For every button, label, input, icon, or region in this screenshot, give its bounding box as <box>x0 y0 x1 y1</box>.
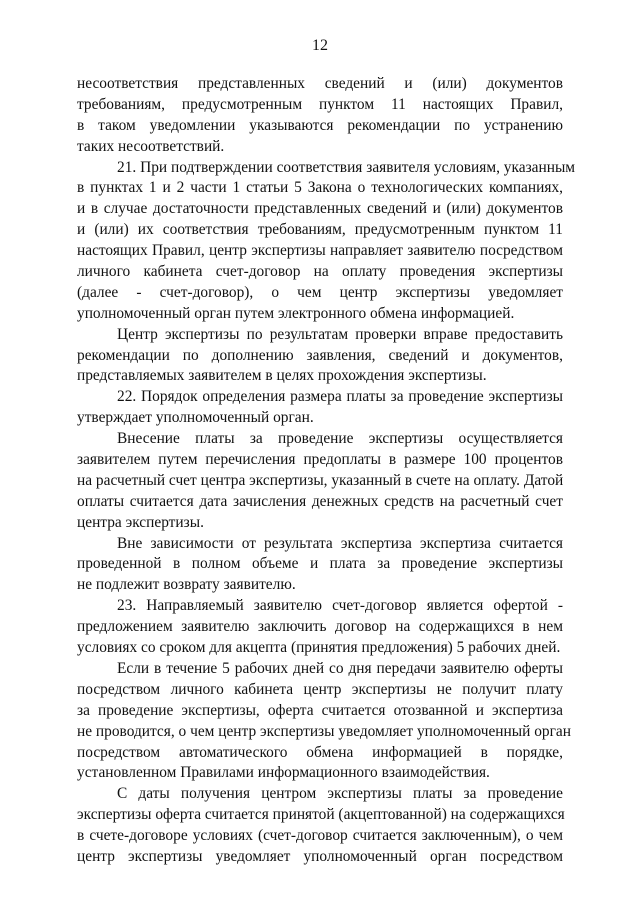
paragraph <box>77 158 576 325</box>
text-line: заявителем путем перечисления предоплаты в размере 100 процентов <box>77 451 563 469</box>
paragraph <box>77 659 571 784</box>
text-line: 21. При подтверждении соответствия заявителя условиям, указанным <box>117 158 576 176</box>
text-line: не подлежит возврату заявителю. <box>77 576 296 594</box>
text-line: центр экспертизы уведомляет уполномоченный орган посредством <box>77 847 563 865</box>
text-line: С даты получения центром экспертизы платы за проведение <box>117 785 563 803</box>
text-line: в таком уведомлении указываются рекомендации по устранению <box>77 116 563 134</box>
text-line: и в случае достаточности представленных сведений и (или) документов <box>77 200 563 218</box>
text-line: настоящих Правил, центр экспертизы направляет заявителю посредством <box>77 242 563 260</box>
text-line: предложением заявителю заключить договор на содержащихся в нем <box>77 618 563 636</box>
page-number: 12 <box>312 37 328 54</box>
document-body <box>77 74 576 868</box>
text-line: утверждает уполномоченный орган. <box>77 409 314 427</box>
text-line: проведенной в полном объеме и плата за проведение экспертизы <box>77 555 563 573</box>
text-line: установленном Правилами информационного взаимодействия. <box>77 764 490 782</box>
text-line: за проведение экспертизы, оферта считается отозванной и экспертиза <box>77 701 563 719</box>
paragraph <box>77 387 563 429</box>
text-line: и (или) их соответствия требованиям, предусмотренным пунктом 11 <box>77 221 563 239</box>
text-line: на расчетный счет центра экспертизы, указанный в счете на оплату. Датой <box>77 471 564 489</box>
paragraph <box>77 596 563 659</box>
text-line: оплаты считается дата зачисления денежных средств на расчетный счет <box>77 492 563 510</box>
text-line: Вне зависимости от результата экспертиза экспертиза считается <box>117 534 563 552</box>
paragraph <box>77 74 563 158</box>
paragraph <box>77 784 563 868</box>
text-line: личного кабинета счет-договор на оплату проведения экспертизы <box>77 263 563 281</box>
paragraph <box>77 325 563 388</box>
text-line: Если в течение 5 рабочих дней со дня передачи заявителю оферты <box>117 659 563 677</box>
text-line: требованиям, предусмотренным пунктом 11 настоящих Правил, <box>77 95 563 113</box>
paragraph <box>77 534 563 597</box>
text-line: Центр экспертизы по результатам проверки вправе предоставить <box>117 325 563 343</box>
text-line: 22. Порядок определения размера платы за проведение экспертизы <box>117 388 563 406</box>
text-line: центра экспертизы. <box>77 513 204 531</box>
text-line: посредством личного кабинета центр экспертизы не получит плату <box>77 680 563 698</box>
text-line: (далее - счет-договор), о чем центр экспертизы уведомляет <box>77 283 563 301</box>
text-line: условиях со сроком для акцепта (принятия предложения) 5 рабочих дней. <box>77 639 561 657</box>
text-line: посредством автоматического обмена информацией в порядке, <box>77 743 563 761</box>
text-line: в счете-договоре условиях (счет-договор считается заключенным), о чем <box>77 827 563 845</box>
text-line: уполномоченный орган путем электронного обмена информацией. <box>77 304 515 322</box>
text-line: таких несоответствий. <box>77 137 225 155</box>
text-line: 23. Направляемый заявителю счет-договор является офертой - <box>117 597 563 615</box>
text-line: Внесение платы за проведение экспертизы осуществляется <box>117 430 563 448</box>
text-line: представляемых заявителем в целях прохождения экспертизы. <box>77 367 487 385</box>
text-line: несоответствия представленных сведений и (или) документов <box>77 75 563 92</box>
text-line: экспертизы оферта считается принятой (акцептованной) на содержащихся <box>77 806 565 824</box>
text-line: рекомендации по дополнению заявления, сведений и документов, <box>77 346 563 364</box>
text-line: в пунктах 1 и 2 части 1 статьи 5 Закона о технологических компаниях, <box>77 179 563 197</box>
paragraph <box>77 429 563 533</box>
text-line: не проводится, о чем центр экспертизы уведомляет уполномоченный орган <box>77 722 571 740</box>
